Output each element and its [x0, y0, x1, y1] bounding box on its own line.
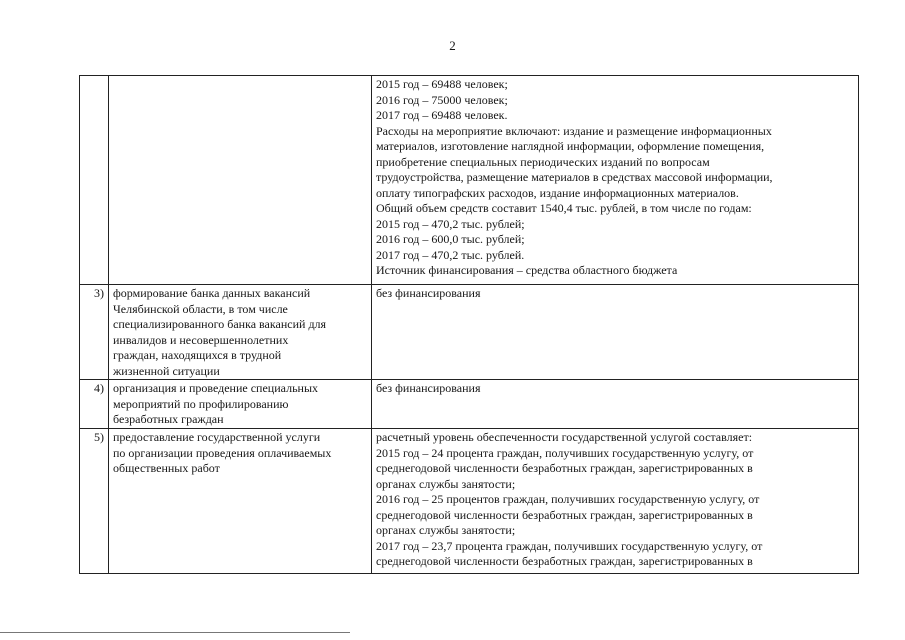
- table-row: [80, 285, 859, 380]
- text-line: 2017 год – 23,7 процента граждан, получивших государственную услугу, от: [376, 538, 763, 553]
- text-line: безработных граждан: [113, 412, 224, 426]
- text-line: 2017 год – 69488 человек.: [376, 108, 508, 122]
- row-number: [80, 76, 109, 285]
- table-row: [80, 76, 859, 285]
- event-cell: [109, 76, 372, 285]
- text-line: Общий объем средств составит 1540,4 тыс. рублей, в том числе по годам:: [376, 201, 752, 215]
- text-line: органах службы занятости;: [376, 523, 516, 537]
- row-number: 3): [80, 285, 109, 380]
- event-cell: [109, 285, 372, 380]
- text-line: без финансирования: [376, 381, 481, 395]
- text-line: 2017 год – 470,2 тыс. рублей.: [376, 247, 525, 262]
- text-line: Источник финансирования – средства областного бюджета: [376, 263, 678, 277]
- text-line: 2016 год – 600,0 тыс. рублей;: [376, 232, 525, 246]
- text-line: среднегодовой численности безработных граждан, зарегистрированных в: [376, 461, 753, 475]
- page-number: 2: [449, 38, 456, 53]
- measures-table: [79, 75, 859, 574]
- text-line: формирование банка данных вакансий: [113, 286, 311, 300]
- table-row: [80, 429, 859, 574]
- text-line: органах службы занятости;: [376, 476, 516, 491]
- event-cell: [109, 380, 372, 429]
- text-line: 2016 год – 25 процентов граждан, получивших государственную услугу, от: [376, 492, 760, 506]
- text-line: мероприятий по профилированию: [113, 396, 289, 411]
- text-line: 2015 год – 24 процента граждан, получивших государственную услугу, от: [376, 445, 754, 460]
- description-cell: [372, 380, 859, 429]
- text-line: 2015 год – 69488 человек;: [376, 77, 508, 91]
- table-row: [80, 380, 859, 429]
- text-line: без финансирования: [376, 286, 481, 300]
- text-line: 2015 год – 470,2 тыс. рублей;: [376, 216, 525, 231]
- description-cell: [372, 285, 859, 380]
- text-line: Расходы на мероприятие включают: издание и размещение информационных: [376, 123, 772, 138]
- text-line: специализированного банка вакансий для: [113, 317, 327, 331]
- footer-rule: [0, 632, 350, 633]
- text-line: среднегодовой численности безработных граждан, зарегистрированных в: [376, 507, 753, 522]
- text-line: материалов, изготовление наглядной информации, оформление помещения,: [376, 139, 765, 153]
- text-line: жизненной ситуации: [113, 363, 220, 378]
- text-line: по организации проведения оплачиваемых: [113, 445, 332, 460]
- text-line: граждан, находящихся в трудной: [113, 348, 282, 362]
- row-number: 4): [80, 380, 109, 429]
- text-line: предоставление государственной услуги: [113, 430, 321, 444]
- text-line: среднегодовой численности безработных граждан, зарегистрированных в: [376, 554, 753, 568]
- text-line: расчетный уровень обеспеченности государственной услугой составляет:: [376, 430, 753, 444]
- event-cell: [109, 429, 372, 574]
- text-line: трудоустройства, размещение материалов в средствах массовой информации,: [376, 170, 773, 184]
- text-line: 2016 год – 75000 человек;: [376, 92, 508, 107]
- description-cell: [372, 76, 859, 285]
- description-cell: [372, 429, 859, 574]
- text-line: инвалидов и несовершеннолетних: [113, 332, 289, 347]
- row-number: 5): [80, 429, 109, 574]
- text-line: организация и проведение специальных: [113, 381, 319, 395]
- text-line: оплату типографских расходов, издание информационных материалов.: [376, 185, 739, 200]
- text-line: общественных работ: [113, 461, 220, 475]
- text-line: Челябинской области, в том числе: [113, 301, 288, 316]
- text-line: приобретение специальных периодических изданий по вопросам: [376, 154, 710, 169]
